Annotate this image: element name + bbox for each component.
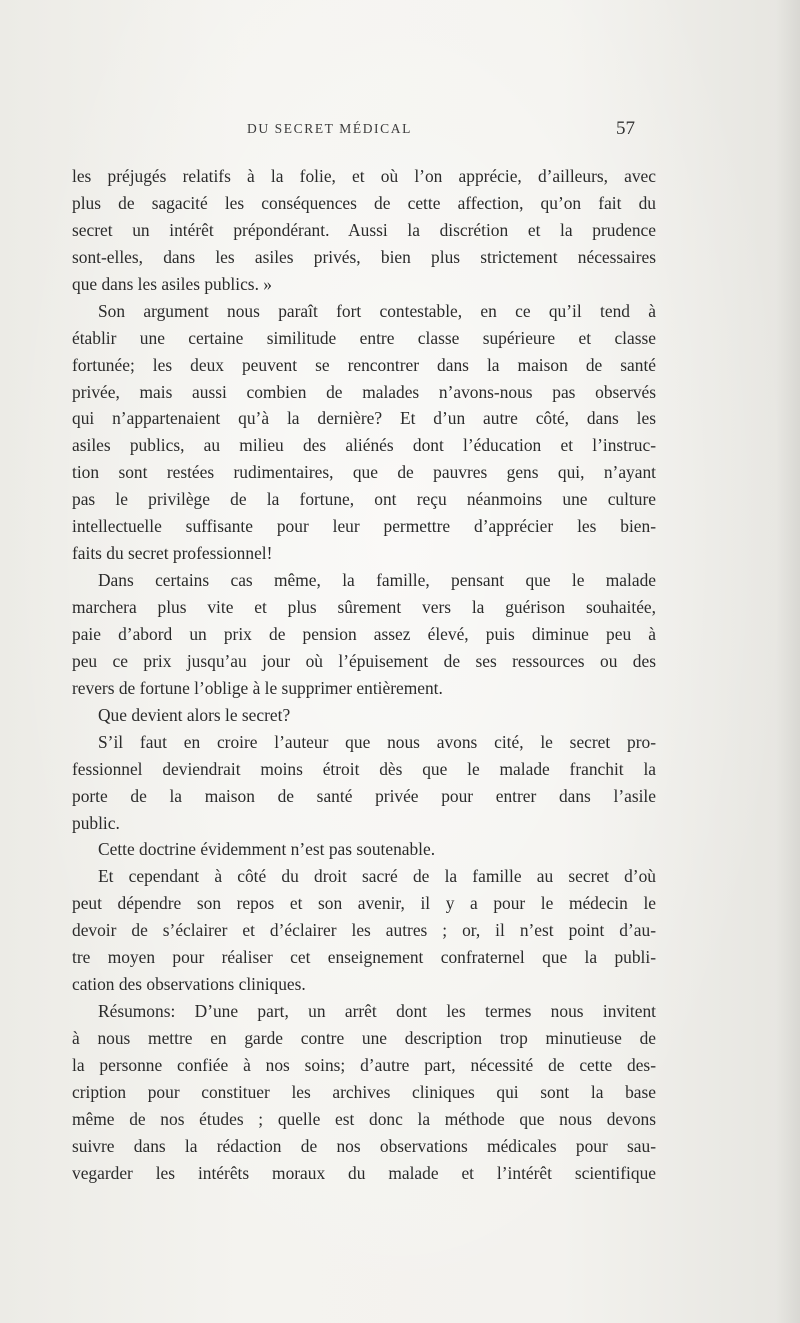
text-line: marchera plus vite et plus sûrement vers la guérison souhaitée, bbox=[72, 597, 656, 617]
text-line: les préjugés relatifs à la folie, et où l’on apprécie, d’ailleurs, avec bbox=[72, 166, 656, 186]
text-line: Dans certains cas même, la famille, pensant que le malade bbox=[98, 570, 656, 591]
text-line: la personne confiée à nos soins; d’autre part, nécessité de cette des- bbox=[72, 1054, 656, 1075]
text-line: public. bbox=[72, 812, 120, 833]
text-line: intellectuelle suffisante pour leur permettre d’apprécier les bien- bbox=[72, 516, 656, 537]
text-line: asiles publics, au milieu des aliénés dont l’éducation et l’instruc- bbox=[72, 435, 656, 456]
text-line: peu ce prix jusqu’au jour où l’épuisement de ses ressources ou des bbox=[72, 650, 656, 671]
text-line: établir une certaine similitude entre classe supérieure et classe bbox=[72, 327, 656, 348]
text-line: cription pour constituer les archives cliniques qui sont la base bbox=[72, 1081, 656, 1102]
text-line: fessionnel deviendrait moins étroit dès que le malade franchit la bbox=[72, 758, 656, 779]
text-line: à nous mettre en garde contre une description trop minutieuse de bbox=[72, 1028, 656, 1048]
text-line: plus de sagacité les conséquences de cette affection, qu’on fait du bbox=[72, 192, 656, 213]
page-edge-shadow bbox=[776, 0, 800, 1323]
text-line: devoir de s’éclairer et d’éclairer les autres ; or, il n’est point d’au- bbox=[72, 920, 656, 941]
text-line: fortunée; les deux peuvent se rencontrer dans la maison de santé bbox=[72, 354, 656, 375]
text-line: Résumons: D’une part, un arrêt dont les termes nous invitent bbox=[98, 1001, 656, 1022]
page-number: 57 bbox=[616, 118, 635, 139]
text-line: paie d’abord un prix de pension assez élevé, puis diminue peu à bbox=[72, 623, 656, 644]
text-line: faits du secret professionnel! bbox=[72, 543, 273, 564]
text-line: Son argument nous paraît fort contestable, en ce qu’il tend à bbox=[98, 300, 656, 321]
page-header bbox=[0, 118, 800, 142]
text-line: porte de la maison de santé privée pour entrer dans l’asile bbox=[72, 785, 656, 806]
text-line: revers de fortune l’oblige à le supprimer entièrement. bbox=[72, 677, 443, 698]
text-line: vegarder les intérêts moraux du malade et l’intérêt scientifique bbox=[72, 1162, 656, 1183]
text-line: suivre dans la rédaction de nos observations médicales pour sau- bbox=[72, 1135, 656, 1156]
text-line: tion sont restées rudimentaires, que de pauvres gens qui, n’ayant bbox=[72, 462, 656, 483]
text-line: peut dépendre son repos et son avenir, il y a pour le médecin le bbox=[72, 893, 656, 914]
text-line: secret un intérêt prépondérant. Aussi la discrétion et la prudence bbox=[72, 219, 656, 240]
text-line: Cette doctrine évidemment n’est pas soutenable. bbox=[98, 839, 436, 860]
text-line: qui n’appartenaient qu’à la dernière? Et d’un autre côté, dans les bbox=[72, 408, 656, 429]
text-line: même de nos études ; quelle est donc la méthode que nous devons bbox=[72, 1108, 656, 1129]
text-line: pas le privilège de la fortune, ont reçu néanmoins une culture bbox=[72, 489, 656, 510]
text-line: sont-elles, dans les asiles privés, bien plus strictement nécessaires bbox=[72, 246, 656, 267]
text-line: tre moyen pour réaliser cet enseignement confraternel que la publi- bbox=[72, 947, 656, 968]
body-text bbox=[72, 163, 656, 1187]
text-line: Que devient alors le secret? bbox=[98, 704, 291, 725]
text-line: Et cependant à côté du droit sacré de la famille au secret d’où bbox=[98, 866, 656, 887]
text-line: privée, mais aussi combien de malades n’avons-nous pas observés bbox=[72, 381, 656, 402]
text-line: cation des observations cliniques. bbox=[72, 974, 306, 995]
running-title: DU SECRET MÉDICAL bbox=[247, 121, 412, 136]
text-line: S’il faut en croire l’auteur que nous avons cité, le secret pro- bbox=[98, 731, 656, 752]
text-line: que dans les asiles publics. » bbox=[72, 273, 272, 294]
